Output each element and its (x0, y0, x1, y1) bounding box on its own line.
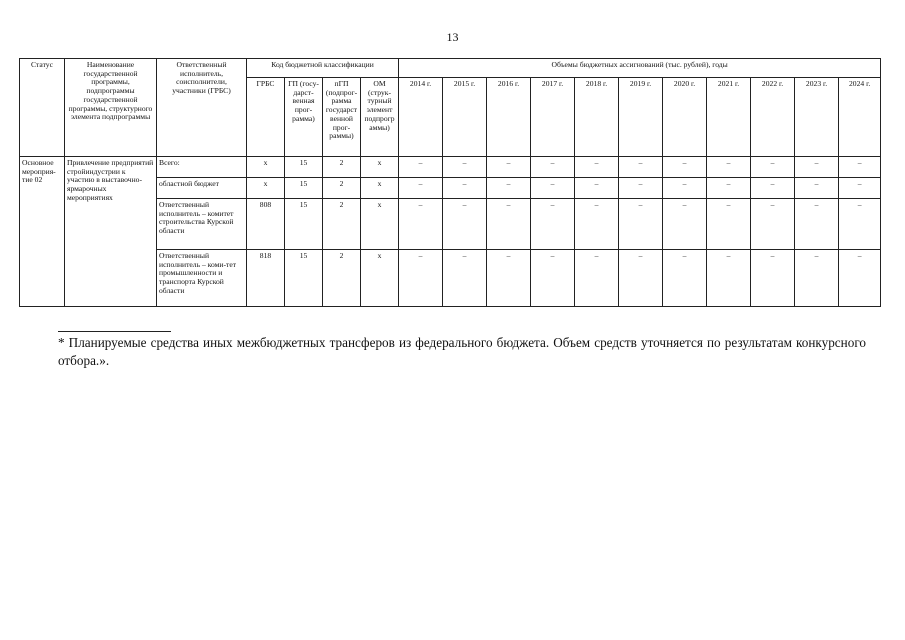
om-cell: х (361, 157, 399, 178)
value-cell: – (839, 199, 881, 250)
value-cell: – (751, 157, 795, 178)
header-row-1 (20, 59, 881, 78)
header-budget-code: Код бюджетной классификации (247, 59, 399, 78)
header-name: Наименование государственной программы, подпрограммы государственной программы, структурного элемента подпрограммы (65, 59, 157, 157)
measure-name-cell: Привлечение предприятий стройиндустрии к участию в выставочно-ярмарочных мероприятиях (65, 157, 157, 307)
grbs-cell: х (247, 178, 285, 199)
value-cell: – (619, 250, 663, 307)
grbs-cell: х (247, 157, 285, 178)
value-cell: – (487, 199, 531, 250)
header-year: 2017 г. (531, 78, 575, 157)
value-cell: – (707, 157, 751, 178)
value-cell: – (487, 178, 531, 199)
value-cell: – (531, 157, 575, 178)
header-year: 2024 г. (839, 78, 881, 157)
header-status: Статус (20, 59, 65, 157)
header-om: ОМ (струк-турный элемент подпрогр аммы) (361, 78, 399, 157)
pgp-cell: 2 (323, 157, 361, 178)
table-row (20, 157, 881, 178)
status-cell: Основное мероприя-тие 02 (20, 157, 65, 307)
gp-cell: 15 (285, 199, 323, 250)
gp-cell: 15 (285, 178, 323, 199)
header-gp: ГП (госу-дарст-венная прог-рамма) (285, 78, 323, 157)
value-cell: – (707, 250, 751, 307)
value-cell: – (751, 199, 795, 250)
value-cell: – (795, 157, 839, 178)
header-year: 2014 г. (399, 78, 443, 157)
value-cell: – (399, 250, 443, 307)
value-cell: – (619, 157, 663, 178)
header-year: 2022 г. (751, 78, 795, 157)
value-cell: – (707, 199, 751, 250)
value-cell: – (795, 250, 839, 307)
value-cell: – (531, 178, 575, 199)
value-cell: – (663, 178, 707, 199)
executor-cell: Ответственный исполнитель – коми-тет промышленности и транспорта Курской области (157, 250, 247, 307)
value-cell: – (575, 178, 619, 199)
value-cell: – (707, 178, 751, 199)
value-cell: – (487, 250, 531, 307)
value-cell: – (399, 199, 443, 250)
om-cell: х (361, 250, 399, 307)
header-year: 2021 г. (707, 78, 751, 157)
value-cell: – (443, 178, 487, 199)
header-year: 2020 г. (663, 78, 707, 157)
header-year: 2023 г. (795, 78, 839, 157)
header-year: 2015 г. (443, 78, 487, 157)
executor-cell: Всего: (157, 157, 247, 178)
value-cell: – (663, 250, 707, 307)
pgp-cell: 2 (323, 178, 361, 199)
value-cell: – (575, 250, 619, 307)
header-year: 2019 г. (619, 78, 663, 157)
value-cell: – (839, 250, 881, 307)
footnote-separator (58, 331, 171, 332)
value-cell: – (399, 157, 443, 178)
grbs-cell: 808 (247, 199, 285, 250)
value-cell: – (399, 178, 443, 199)
value-cell: – (839, 157, 881, 178)
value-cell: – (663, 157, 707, 178)
om-cell: х (361, 178, 399, 199)
gp-cell: 15 (285, 157, 323, 178)
value-cell: – (619, 199, 663, 250)
header-volumes: Объемы бюджетных ассигнований (тыс. рублей), годы (399, 59, 881, 78)
value-cell: – (751, 178, 795, 199)
value-cell: – (443, 250, 487, 307)
executor-cell: Ответственный исполнитель – комитет строительства Курской области (157, 199, 247, 250)
value-cell: – (531, 199, 575, 250)
value-cell: – (487, 157, 531, 178)
value-cell: – (751, 250, 795, 307)
value-cell: – (575, 199, 619, 250)
value-cell: – (795, 199, 839, 250)
pgp-cell: 2 (323, 199, 361, 250)
page-number: 13 (446, 30, 459, 44)
header-executor: Ответственный исполнитель, соисполнители, участники (ГРБС) (157, 59, 247, 157)
value-cell: – (839, 178, 881, 199)
value-cell: – (619, 178, 663, 199)
value-cell: – (663, 199, 707, 250)
executor-cell: областной бюджет (157, 178, 247, 199)
budget-table (19, 58, 881, 307)
pgp-cell: 2 (323, 250, 361, 307)
value-cell: – (443, 157, 487, 178)
value-cell: – (443, 199, 487, 250)
value-cell: – (795, 178, 839, 199)
header-year: 2016 г. (487, 78, 531, 157)
header-pgp: пГП (подпрог-рамма государст венной прог-раммы) (323, 78, 361, 157)
footnote-text: * Планируемые средства иных межбюджетных трансферов из федерального бюджета. Объем средств уточняется по результатам конкурсного отбора.». (58, 335, 866, 368)
grbs-cell: 818 (247, 250, 285, 307)
value-cell: – (531, 250, 575, 307)
header-year: 2018 г. (575, 78, 619, 157)
gp-cell: 15 (285, 250, 323, 307)
value-cell: – (575, 157, 619, 178)
om-cell: х (361, 199, 399, 250)
header-grbs: ГРБС (247, 78, 285, 157)
